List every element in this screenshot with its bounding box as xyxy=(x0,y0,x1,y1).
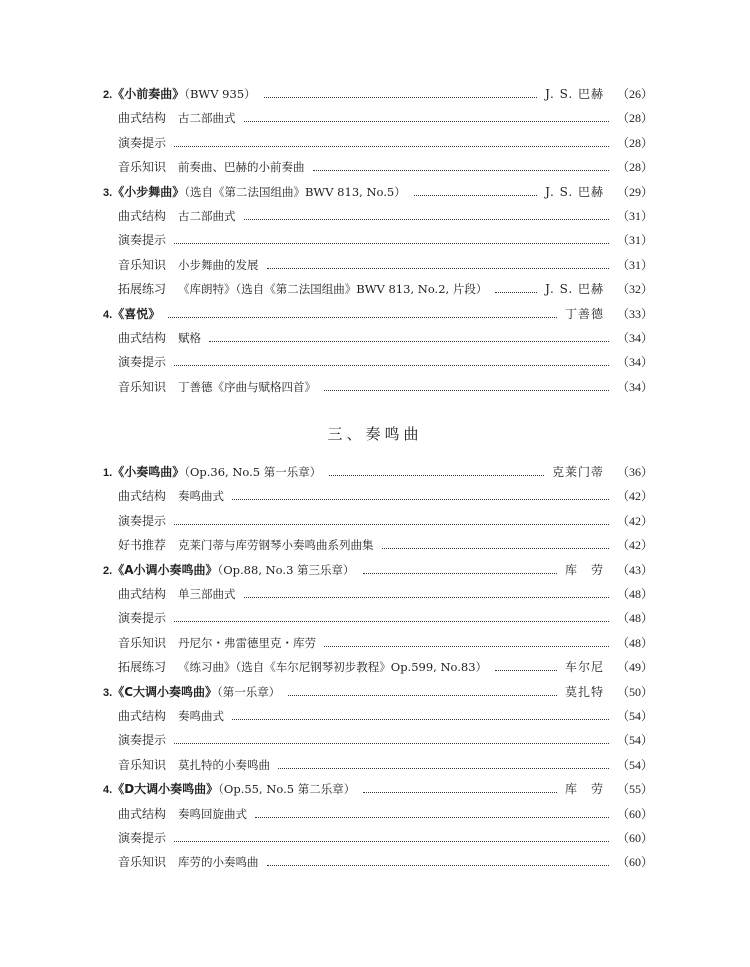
entry-number: 2. xyxy=(103,89,113,101)
dot-leader xyxy=(244,597,609,598)
entry-category: 演奏提示 xyxy=(118,135,167,150)
toc-subentry xyxy=(0,486,750,506)
page-number: （49） xyxy=(616,660,653,675)
entry-category: 演奏提示 xyxy=(118,831,167,845)
page-number: （34） xyxy=(616,331,653,345)
dot-leader xyxy=(174,365,609,366)
dot-leader xyxy=(495,292,537,293)
dot-leader xyxy=(267,865,609,866)
toc-subentry xyxy=(0,730,750,750)
entry-composer: J. S. 巴赫 xyxy=(545,87,604,101)
dot-leader xyxy=(174,146,609,147)
entry-category: 演奏提示 xyxy=(118,611,167,626)
entry-text: 古二部曲式 xyxy=(178,111,236,126)
entry-label xyxy=(118,730,166,750)
entry-category: 音乐知识 xyxy=(118,855,167,870)
entry-label xyxy=(118,511,166,531)
dot-leader xyxy=(174,621,609,622)
entry-text: 奏鸣曲式 xyxy=(178,709,225,723)
entry-category: 演奏提示 xyxy=(118,355,167,370)
toc-subentry xyxy=(0,377,750,397)
page-number: （48） xyxy=(616,587,653,601)
dot-leader xyxy=(168,317,557,318)
entry-label xyxy=(118,657,487,677)
entry-number: 1. xyxy=(103,467,113,479)
page-number: （28） xyxy=(616,111,653,126)
page-number: （55） xyxy=(616,782,653,797)
entry-category: 曲式结构 xyxy=(118,587,167,601)
dot-leader xyxy=(363,573,557,574)
toc-subentry xyxy=(0,755,750,775)
toc-subentry xyxy=(0,706,750,726)
page-number: （28） xyxy=(616,135,653,150)
entry-category: 音乐知识 xyxy=(118,257,167,272)
entry-label xyxy=(118,755,270,775)
page-number: （34） xyxy=(616,379,653,394)
entry-detail: （Op.55, No.5 第二乐章） xyxy=(218,782,356,797)
entry-title: 《小步舞曲》 xyxy=(112,184,185,199)
entry-composer: 丁善德 xyxy=(564,306,604,321)
entry-category: 演奏提示 xyxy=(118,513,167,528)
entry-label xyxy=(118,230,166,250)
dot-leader xyxy=(267,268,609,269)
page-number: （50） xyxy=(616,684,653,699)
entry-label xyxy=(118,206,236,226)
toc-subentry xyxy=(0,279,750,299)
page-number: （36） xyxy=(616,465,653,479)
toc-subentry xyxy=(0,255,750,275)
dot-leader xyxy=(174,743,609,744)
entry-label xyxy=(103,682,280,703)
entry-category: 曲式结构 xyxy=(118,209,167,223)
entry-title: 《D大调小奏鸣曲》 xyxy=(112,782,219,797)
entry-text: 莫扎特的小奏鸣曲 xyxy=(178,757,271,772)
dot-leader xyxy=(255,817,609,818)
dot-leader xyxy=(382,548,609,549)
page-number: （26） xyxy=(616,87,653,101)
entry-number: 4. xyxy=(103,308,113,321)
dot-leader xyxy=(209,341,609,342)
page-number: （29） xyxy=(616,184,653,199)
entry-category: 曲式结构 xyxy=(118,331,167,345)
entry-label xyxy=(118,279,487,299)
entry-text: 丁善德《序曲与赋格四首》 xyxy=(178,379,317,394)
toc-entry xyxy=(0,779,750,799)
entry-category: 演奏提示 xyxy=(118,733,167,748)
toc-subentry xyxy=(0,206,750,226)
entry-text: 古二部曲式 xyxy=(178,209,236,223)
entry-category: 拓展练习 xyxy=(118,282,167,297)
toc-entry xyxy=(0,462,750,482)
entry-category: 曲式结构 xyxy=(118,489,167,504)
entry-label xyxy=(118,352,166,372)
entry-text: 《库朗特》（选自《第二法国组曲》BWV 813, No.2, 片段） xyxy=(178,282,488,297)
entry-label xyxy=(118,328,201,348)
entry-label xyxy=(118,584,236,604)
section-heading: 三、奏鸣曲 xyxy=(327,425,423,443)
toc-entry xyxy=(0,682,750,702)
toc-subentry xyxy=(0,511,750,531)
entry-label xyxy=(118,828,166,848)
entry-title: 《小前奏曲》 xyxy=(112,87,185,101)
entry-title: 《喜悦》 xyxy=(112,306,161,321)
page-number: （42） xyxy=(616,489,653,504)
entry-category: 拓展练习 xyxy=(118,660,167,675)
page-number: （32） xyxy=(616,282,653,297)
entry-number: 4. xyxy=(103,784,113,797)
toc-subentry xyxy=(0,328,750,348)
entry-category: 好书推荐 xyxy=(118,538,167,553)
toc-subentry xyxy=(0,657,750,677)
toc-subentry xyxy=(0,157,750,177)
dot-leader xyxy=(278,768,609,769)
toc-subentry xyxy=(0,584,750,604)
entry-text: 丹尼尔・弗雷德里克・库劳 xyxy=(178,635,317,650)
entry-category: 演奏提示 xyxy=(118,233,167,248)
page-number: （31） xyxy=(616,257,653,272)
entry-label xyxy=(103,462,321,483)
entry-composer: 莫扎特 xyxy=(564,684,604,699)
dot-leader xyxy=(174,243,609,244)
entry-text: 前奏曲、巴赫的小前奏曲 xyxy=(178,160,305,175)
dot-leader xyxy=(264,97,537,98)
toc-entry xyxy=(0,560,750,580)
page-number: （54） xyxy=(616,757,653,772)
entry-title: 《小奏鸣曲》 xyxy=(112,465,185,479)
entry-category: 音乐知识 xyxy=(118,160,167,175)
page-number: （48） xyxy=(616,611,653,626)
entry-label xyxy=(118,133,166,153)
dot-leader xyxy=(324,390,609,391)
entry-title: 《C大调小奏鸣曲》 xyxy=(112,684,217,699)
toc-subentry xyxy=(0,852,750,872)
entry-label xyxy=(118,157,305,177)
entry-label xyxy=(118,535,374,555)
entry-text: 赋格 xyxy=(178,331,202,345)
entry-detail: （Op.88, No.3 第三乐章） xyxy=(217,562,355,577)
entry-detail: （Op.36, No.5 第一乐章） xyxy=(184,465,322,479)
page-number: （31） xyxy=(616,209,653,223)
toc-subentry xyxy=(0,133,750,153)
entry-category: 音乐知识 xyxy=(118,635,167,650)
dot-leader xyxy=(232,499,609,500)
entry-label xyxy=(118,255,259,275)
entry-label xyxy=(103,304,160,325)
entry-label xyxy=(118,852,259,872)
entry-category: 曲式结构 xyxy=(118,111,167,126)
toc-subentry xyxy=(0,608,750,628)
toc-subentry xyxy=(0,108,750,128)
entry-composer: 车尔尼 xyxy=(564,660,604,675)
entry-category: 曲式结构 xyxy=(118,709,167,723)
entry-detail: （选自《第二法国组曲》BWV 813, No.5） xyxy=(184,184,406,199)
dot-leader xyxy=(232,719,609,720)
page-number: （34） xyxy=(616,355,653,370)
entry-text: 奏鸣曲式 xyxy=(178,489,225,504)
page-number: （54） xyxy=(616,709,653,723)
entry-label xyxy=(103,779,355,800)
toc-subentry xyxy=(0,633,750,653)
entry-composer: 克莱门蒂 xyxy=(551,465,604,479)
entry-category: 音乐知识 xyxy=(118,757,167,772)
dot-leader xyxy=(363,792,557,793)
page-number: （54） xyxy=(616,733,653,748)
entry-label xyxy=(103,84,256,105)
entry-title: 《A小调小奏鸣曲》 xyxy=(112,562,218,577)
entry-label xyxy=(118,377,316,397)
entry-composer: 库 劳 xyxy=(564,562,604,577)
entry-label xyxy=(103,560,355,581)
dot-leader xyxy=(329,475,544,476)
page-number: （31） xyxy=(616,233,653,248)
toc-subentry xyxy=(0,230,750,250)
page-number: （60） xyxy=(616,806,653,821)
entry-composer: J. S. 巴赫 xyxy=(545,282,604,297)
dot-leader xyxy=(324,646,609,647)
entry-text: 奏鸣回旋曲式 xyxy=(178,806,248,821)
entry-text: 克莱门蒂与库劳钢琴小奏鸣曲系列曲集 xyxy=(178,538,374,553)
toc-subentry xyxy=(0,352,750,372)
page-number: （60） xyxy=(616,855,653,870)
entry-label xyxy=(118,486,224,506)
entry-label xyxy=(103,182,406,203)
toc-subentry xyxy=(0,535,750,555)
entry-number: 3. xyxy=(103,686,113,699)
entry-text: 《练习曲》（选自《车尔尼钢琴初步教程》Op.599, No.83） xyxy=(178,660,488,675)
entry-number: 2. xyxy=(103,564,113,577)
entry-text: 单三部曲式 xyxy=(178,587,236,601)
page-number: （60） xyxy=(616,831,653,845)
page-number: （33） xyxy=(616,306,653,321)
page-number: （28） xyxy=(616,160,653,175)
page-number: （42） xyxy=(616,538,653,553)
dot-leader xyxy=(414,195,537,196)
page-number: （43） xyxy=(616,562,653,577)
entry-label xyxy=(118,108,236,128)
toc-entry xyxy=(0,84,750,104)
toc-entry xyxy=(0,182,750,202)
dot-leader xyxy=(174,524,609,525)
dot-leader xyxy=(288,695,557,696)
entry-number: 3. xyxy=(103,186,113,199)
entry-detail: （第一乐章） xyxy=(217,684,281,699)
toc-subentry xyxy=(0,828,750,848)
entry-detail: （BWV 935） xyxy=(184,87,256,101)
entry-text: 小步舞曲的发展 xyxy=(178,257,259,272)
entry-category: 音乐知识 xyxy=(118,379,167,394)
entry-label xyxy=(118,608,166,628)
dot-leader xyxy=(244,121,609,122)
entry-text: 库劳的小奏鸣曲 xyxy=(178,855,259,870)
dot-leader xyxy=(244,219,609,220)
page-number: （42） xyxy=(616,513,653,528)
entry-category: 曲式结构 xyxy=(118,806,167,821)
page-number: （48） xyxy=(616,635,653,650)
entry-composer: 库 劳 xyxy=(564,782,604,797)
dot-leader xyxy=(495,670,557,671)
entry-label xyxy=(118,804,247,824)
toc-entry xyxy=(0,304,750,324)
entry-composer: J. S. 巴赫 xyxy=(545,184,604,199)
toc-subentry xyxy=(0,804,750,824)
entry-label xyxy=(118,633,316,653)
dot-leader xyxy=(174,841,609,842)
entry-label xyxy=(118,706,224,726)
dot-leader xyxy=(313,170,609,171)
